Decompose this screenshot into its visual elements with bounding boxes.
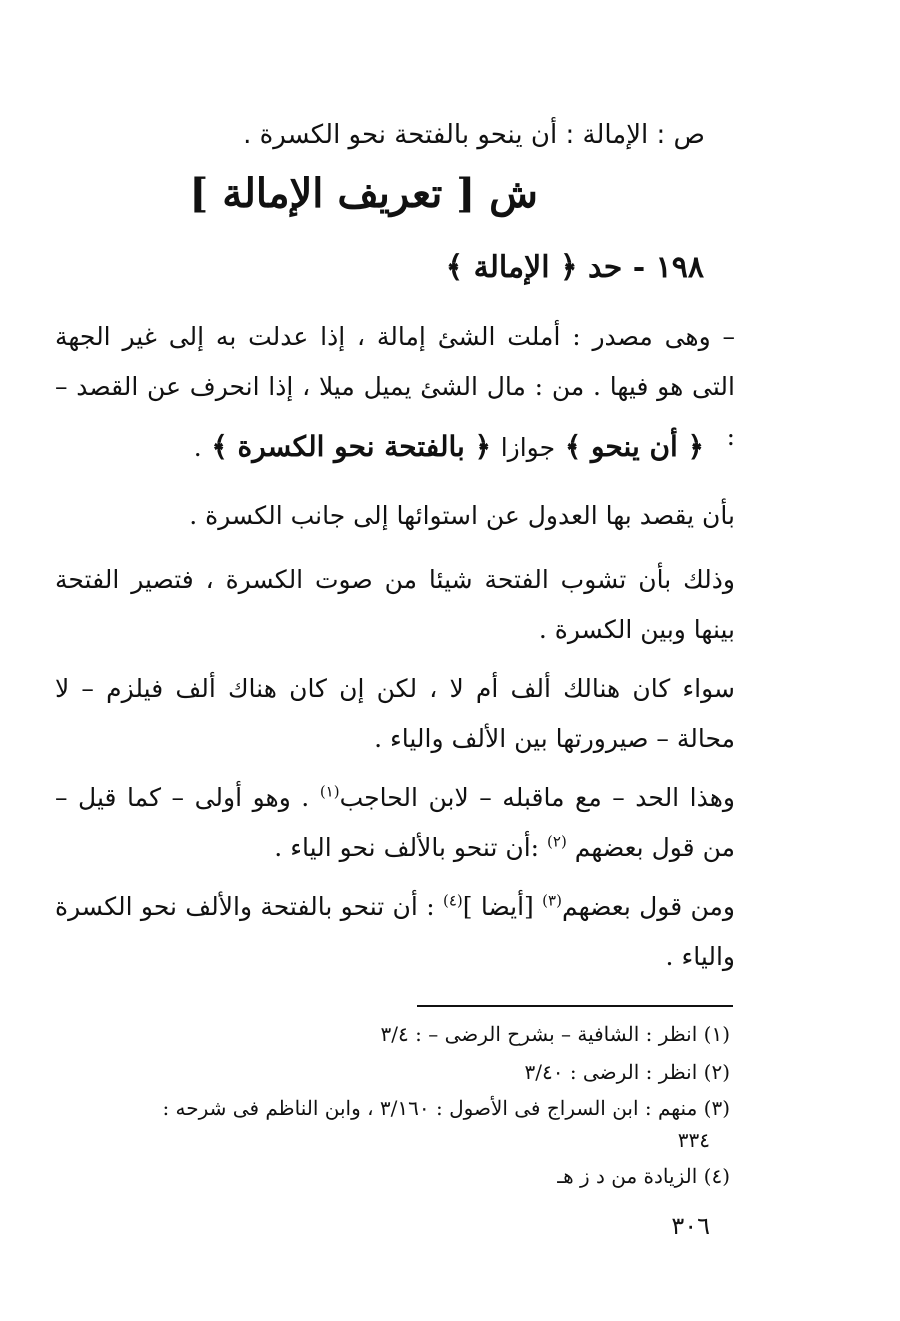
footnote-3: (٣) منهم : ابن السراج فى الأصول : ٣/١٦٠ ، وابن الناظم فى شرحه : bbox=[162, 1096, 730, 1120]
p6-text-2: . وهو أولى – كما قيل – من قول بعضهم bbox=[55, 783, 735, 862]
p7-text-2: [أيضا ] bbox=[462, 892, 534, 921]
p6-text-3: :أن تنحو بالألف نحو الياء . bbox=[274, 833, 540, 862]
p7-text-3: : أن تنحو بالفتحة والألف نحو الكسرة والياء . bbox=[55, 892, 735, 971]
paragraph-explanation-3: سواء كان هنالك ألف أم لا ، لكن إن كان هناك ألف فيلزم – لا محالة – صيرورتها بين الألف والياء . bbox=[55, 674, 735, 753]
numbered-heading: ١٩٨ - حد ﴿ الإمالة ﴾ bbox=[445, 250, 704, 285]
footnote-4: (٤) الزيادة من د ز هـ bbox=[557, 1164, 730, 1188]
quote-part-3: ﴿ بالفتحة نحو الكسرة ﴾ bbox=[211, 430, 491, 463]
paragraph-other-view bbox=[55, 882, 735, 982]
section-heading-prefix: ش bbox=[489, 170, 538, 217]
paragraph-ibn-hajib bbox=[55, 773, 735, 873]
section-heading bbox=[189, 170, 538, 217]
footnote-ref-1[interactable]: (١) bbox=[319, 782, 340, 801]
footnote-ref-4[interactable]: (٤) bbox=[442, 891, 463, 910]
quote-part-4: . bbox=[193, 433, 202, 462]
paragraph-explanation-2: وذلك بأن تشوب الفتحة شيئا من صوت الكسرة ، فتصير الفتحة بينها وبين الكسرة . bbox=[55, 565, 735, 644]
page-number: ٣٠٦ bbox=[671, 1212, 710, 1240]
footnote-1: (١) انظر : الشافية – بشرح الرضى – : ٣/٤ bbox=[380, 1022, 730, 1046]
footnote-3-continuation: ٣٣٤ bbox=[677, 1128, 710, 1152]
footnote-ref-2[interactable]: (٢) bbox=[547, 832, 567, 851]
paragraph-quote bbox=[24, 422, 704, 473]
matn-line: ص : الإمالة : أن ينحو بالفتحة نحو الكسرة . bbox=[243, 120, 705, 150]
section-heading-title: [ تعريف الإمالة ] bbox=[189, 170, 476, 217]
footnote-2: (٢) انظر : الرضى : ٣/٤٠ bbox=[524, 1060, 730, 1084]
quote-part-2: جوازا bbox=[500, 433, 556, 462]
p6-text-1: وهذا الحد – مع ماقبله – لابن الحاجب bbox=[339, 783, 735, 812]
quote-part-1: ﴿ أن ينحو ﴾ bbox=[564, 430, 704, 463]
paragraph-definition: – وهى مصدر : أملت الشئ إمالة ، إذا عدلت به إلى غير الجهة التى هو فيها . من : مال الشئ يميل ميلا ، إذا انحرف عن القصد – : bbox=[55, 322, 735, 451]
p7-text-1: ومن قول بعضهم bbox=[561, 892, 736, 921]
footnote-divider bbox=[417, 1005, 733, 1007]
footnote-ref-3[interactable]: (٣) bbox=[542, 891, 562, 910]
paragraph-explanation-1: بأن يقصد بها العدول عن استوائها إلى جانب الكسرة . bbox=[189, 501, 735, 530]
